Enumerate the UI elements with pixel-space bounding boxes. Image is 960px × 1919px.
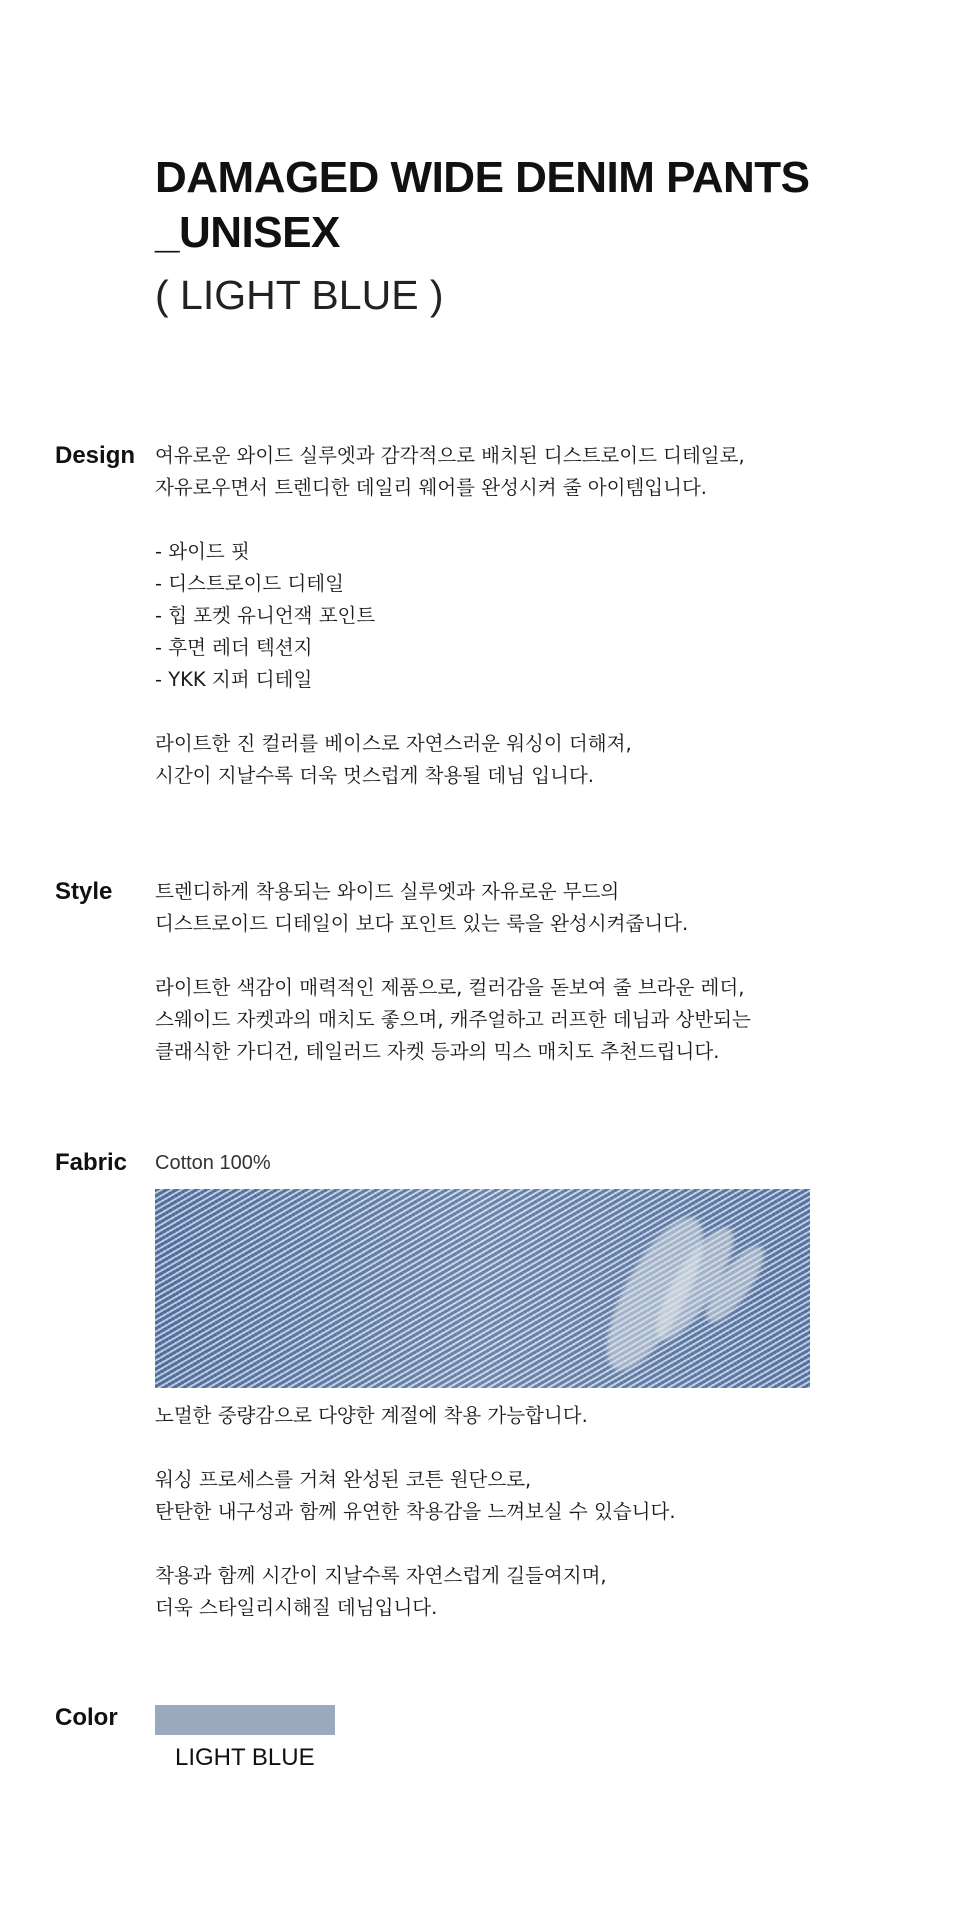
fabric-composition: Cotton 100% — [155, 1152, 271, 1174]
fabric-line: 워싱 프로세스를 거쳐 완성된 코튼 원단으로, — [155, 1468, 532, 1491]
product-title — [155, 150, 915, 260]
product-title-line1: DAMAGED WIDE DENIM PANTS — [155, 153, 810, 202]
design-feature: - YKK 지퍼 디테일 — [155, 668, 313, 691]
design-feature: - 후면 레더 텍션지 — [155, 636, 313, 659]
color-label: Color — [55, 1704, 118, 1731]
style-description — [155, 876, 935, 1068]
fabric-line: 노멀한 중량감으로 다양한 계절에 착용 가능합니다. — [155, 1404, 588, 1427]
design-line: 자유로우면서 트렌디한 데일리 웨어를 완성시켜 줄 아이템입니다. — [155, 476, 707, 499]
design-feature: - 디스트로이드 디테일 — [155, 572, 344, 595]
fabric-line: 더욱 스타일리시해질 데님입니다. — [155, 1596, 438, 1619]
fabric-label: Fabric — [55, 1149, 128, 1176]
design-label: Design — [55, 442, 136, 469]
design-closing-line: 시간이 지날수록 더욱 멋스럽게 착용될 데님 입니다. — [155, 764, 594, 787]
color-swatch — [155, 1705, 335, 1735]
fabric-description — [155, 1400, 935, 1624]
style-line: 트렌디하게 착용되는 와이드 실루엣과 자유로운 무드의 — [155, 880, 620, 903]
denim-fabric-image — [155, 1189, 810, 1388]
design-feature: - 힙 포켓 유니언잭 포인트 — [155, 604, 376, 627]
design-line: 여유로운 와이드 실루엣과 감각적으로 배치된 디스트로이드 디테일로, — [155, 444, 745, 467]
style-line: 클래식한 가디건, 테일러드 자켓 등과의 믹스 매치도 추천드립니다. — [155, 1040, 720, 1063]
style-line: 디스트로이드 디테일이 보다 포인트 있는 룩을 완성시켜줍니다. — [155, 912, 689, 935]
style-line: 스웨이드 자켓과의 매치도 좋으며, 캐주얼하고 러프한 데님과 상반되는 — [155, 1008, 751, 1031]
design-description — [155, 440, 935, 792]
design-feature: - 와이드 핏 — [155, 540, 250, 563]
design-closing-line: 라이트한 진 컬러를 베이스로 자연스러운 워싱이 더해져, — [155, 732, 632, 755]
product-title-line2: _UNISEX — [155, 208, 340, 257]
style-label: Style — [55, 878, 113, 905]
fabric-line: 착용과 함께 시간이 지날수록 자연스럽게 길들여지며, — [155, 1564, 607, 1587]
fabric-line: 탄탄한 내구성과 함께 유연한 착용감을 느껴보실 수 있습니다. — [155, 1500, 676, 1523]
product-color-subtitle: ( LIGHT BLUE ) — [155, 272, 444, 318]
color-name: LIGHT BLUE — [175, 1744, 315, 1771]
style-line: 라이트한 색감이 매력적인 제품으로, 컬러감을 돋보여 줄 브라운 레더, — [155, 976, 745, 999]
